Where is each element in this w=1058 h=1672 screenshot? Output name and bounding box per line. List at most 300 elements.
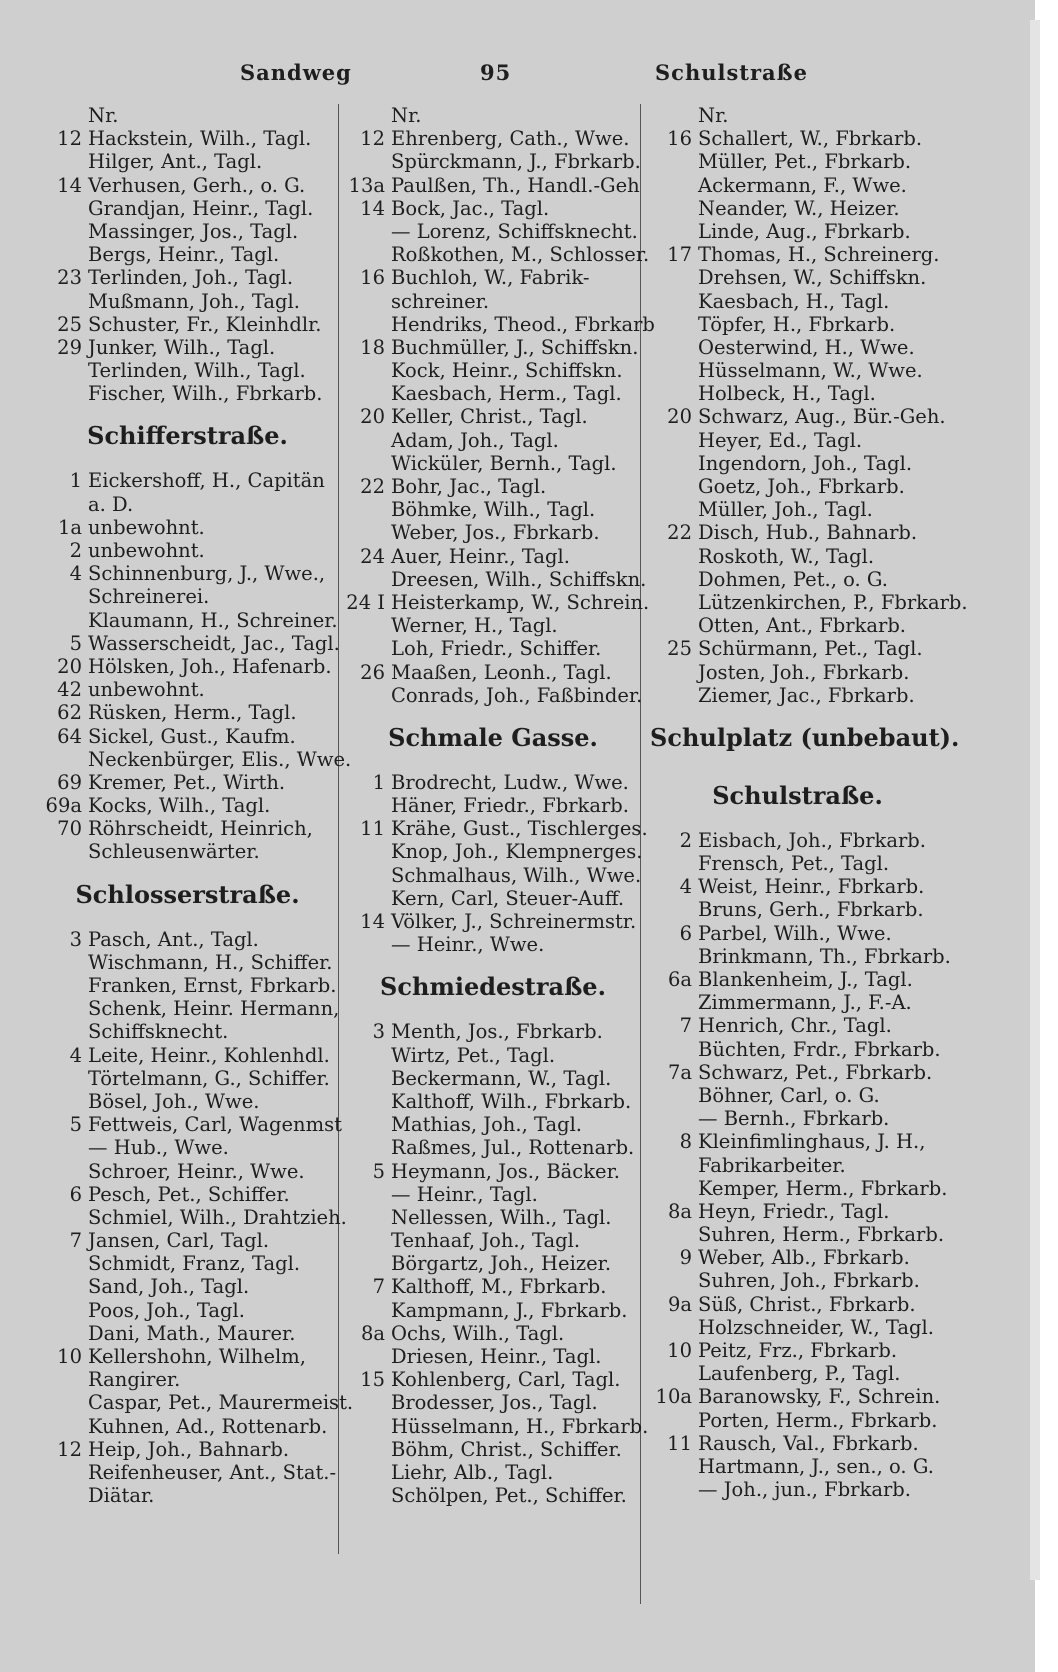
resident-entry: Rausch, Val., Fbrkarb. <box>698 1431 919 1455</box>
resident-entry: Dreesen, Wilh., Schiffskn. <box>391 567 647 591</box>
house-number: 6 <box>679 921 692 945</box>
directory-entry <box>40 1205 347 1229</box>
resident-entry: Leite, Heinr., Kohlenhdl. <box>88 1043 330 1067</box>
directory-entry <box>40 817 335 840</box>
directory-entry <box>650 1455 945 1478</box>
directory-entry <box>650 104 945 127</box>
house-number: 14 <box>360 196 385 220</box>
house-number: 42 <box>57 678 82 702</box>
directory-entry <box>40 1160 335 1183</box>
column-rule <box>338 104 339 1554</box>
house-number: 7 <box>69 1229 82 1253</box>
resident-entry: Spürckmann, J., Fbrkarb. <box>391 150 641 174</box>
resident-entry: Böhm, Christ., Schiffer. <box>391 1437 622 1461</box>
house-number: 25 <box>667 637 692 661</box>
directory-entry <box>343 290 643 313</box>
directory-entry <box>650 1223 945 1246</box>
resident-entry: Zimmermann, J., F.-A. <box>698 991 912 1015</box>
resident-entry: Fettweis, Carl, Wagenmst <box>88 1113 342 1137</box>
resident-entry: Laufenberg, P., Tagl. <box>698 1362 901 1386</box>
resident-entry: Schinnenburg, J., Wwe., <box>88 562 326 586</box>
directory-entry <box>343 1090 643 1113</box>
resident-entry: Menth, Jos., Fbrkarb. <box>391 1020 603 1044</box>
directory-entry <box>650 429 945 452</box>
directory-entry <box>40 1183 335 1206</box>
directory-entry <box>343 545 643 568</box>
resident-entry: Lützenkirchen, P., Fbrkarb. <box>698 590 968 614</box>
directory-entry <box>40 1136 335 1159</box>
resident-entry: Kalthoff, M., Fbrkarb. <box>391 1275 607 1299</box>
resident-entry: Jansen, Carl, Tagl. <box>88 1229 270 1253</box>
directory-entry <box>650 452 945 475</box>
resident-entry: Nr. <box>391 104 422 127</box>
directory-entry <box>40 1020 335 1043</box>
house-number: 14 <box>360 910 385 933</box>
resident-entry: Kellershohn, Wilhelm, <box>88 1345 306 1368</box>
house-number: 26 <box>360 660 385 684</box>
resident-entry: Eickershoff, H., Capitän <box>88 469 325 493</box>
resident-entry: Buchloh, W., Fabrik- <box>391 266 590 290</box>
house-number: 5 <box>69 1113 82 1137</box>
resident-entry: Ochs, Wilh., Tagl. <box>391 1321 565 1345</box>
resident-entry: Hüsselmann, H., Fbrkarb. <box>391 1414 649 1438</box>
resident-entry: Kern, Carl, Steuer-Auff. <box>391 886 625 910</box>
resident-entry: Ackermann, F., Wwe. <box>698 173 907 197</box>
directory-entry <box>40 1299 335 1322</box>
resident-entry: — Lorenz, Schiffsknecht. <box>391 219 638 243</box>
directory-entry <box>650 568 945 591</box>
house-number: 1a <box>57 515 82 539</box>
resident-entry: Loh, Friedr., Schiffer. <box>391 637 602 661</box>
directory-entry <box>343 1252 643 1275</box>
directory-entry <box>650 590 968 614</box>
directory-entry <box>650 1107 945 1130</box>
resident-entry: Törtelmann, G., Schiffer. <box>88 1066 330 1090</box>
directory-entry <box>40 266 335 289</box>
resident-entry: Dohmen, Pet., o. G. <box>698 567 889 591</box>
directory-entry <box>650 1176 948 1200</box>
resident-entry: Bruns, Gerh., Fbrkarb. <box>698 898 924 922</box>
directory-entry <box>343 521 643 544</box>
resident-entry: Töpfer, H., Fbrkarb. <box>698 312 896 336</box>
resident-entry: Wirtz, Pet., Tagl. <box>391 1043 556 1067</box>
resident-entry: Grandjan, Heinr., Tagl. <box>88 196 314 220</box>
resident-entry: Linde, Aug., Fbrkarb. <box>698 219 911 243</box>
directory-entry <box>343 336 643 359</box>
directory-entry <box>650 1478 945 1501</box>
resident-entry: Otten, Ant., Fbrkarb. <box>698 614 907 638</box>
directory-entry <box>650 1084 945 1107</box>
resident-entry: — Hub., Wwe. <box>88 1136 229 1160</box>
directory-entry <box>40 747 352 771</box>
directory-entry <box>40 951 335 974</box>
resident-entry: Wischmann, H., Schiffer. <box>88 950 333 974</box>
directory-entry <box>40 631 340 655</box>
directory-entry <box>343 887 643 910</box>
directory-entry <box>40 493 335 516</box>
resident-entry: Oesterwind, H., Wwe. <box>698 335 915 359</box>
resident-entry: unbewohnt. <box>88 539 205 562</box>
resident-entry: Kalthoff, Wilh., Fbrkarb. <box>391 1089 632 1113</box>
resident-entry: Pesch, Pet., Schiffer. <box>88 1182 290 1206</box>
house-number: 7 <box>372 1275 385 1299</box>
house-number: 12 <box>360 127 385 151</box>
resident-entry: Nr. <box>698 104 729 127</box>
directory-entry <box>650 127 945 150</box>
house-number: 13a <box>348 173 385 197</box>
resident-entry: Roskoth, W., Tagl. <box>698 544 875 568</box>
resident-entry: Heymann, Jos., Bäcker. <box>391 1159 620 1183</box>
resident-entry: Holbeck, H., Tagl. <box>698 382 876 406</box>
resident-entry: Hüsselmann, W., Wwe. <box>698 359 923 383</box>
directory-entry <box>40 1044 335 1067</box>
house-number: 18 <box>360 335 385 359</box>
directory-entry <box>343 1183 643 1206</box>
directory-entry <box>650 197 945 220</box>
resident-entry: — Joh., jun., Fbrkarb. <box>698 1478 911 1502</box>
directory-entry <box>40 725 335 748</box>
directory-entry <box>40 840 335 863</box>
resident-entry: Diätar. <box>88 1484 155 1508</box>
directory-entry <box>40 150 335 173</box>
directory-entry <box>343 174 643 197</box>
house-number: 7a <box>667 1060 692 1084</box>
directory-entry <box>650 875 945 898</box>
directory-entry <box>40 1252 335 1275</box>
resident-entry: Schmalhaus, Wilh., Wwe. <box>391 863 642 887</box>
directory-entry <box>343 1229 643 1252</box>
resident-entry: Thomas, H., Schreinerg. <box>698 243 940 267</box>
directory-entry <box>650 661 945 684</box>
resident-entry: Junker, Wilh., Tagl. <box>88 335 276 359</box>
directory-entry <box>650 405 945 428</box>
resident-entry: Baranowsky, F., Schrein. <box>698 1385 941 1409</box>
directory-entry <box>343 498 643 521</box>
resident-entry: Bergs, Heinr., Tagl. <box>88 243 280 267</box>
directory-entry <box>343 864 643 887</box>
resident-entry: Schwarz, Aug., Bür.-Geh. <box>698 405 946 429</box>
resident-entry: a. D. <box>88 492 134 516</box>
house-number: 20 <box>667 405 692 429</box>
resident-entry: Dani, Math., Maurer. <box>88 1321 296 1345</box>
directory-entry <box>650 545 945 568</box>
resident-entry: Tenhaaf, Joh., Tagl. <box>391 1229 581 1253</box>
resident-entry: Liehr, Alb., Tagl. <box>391 1460 554 1484</box>
resident-entry: Schallert, W., Fbrkarb. <box>698 127 923 151</box>
directory-entry <box>343 614 643 637</box>
resident-entry: Massinger, Jos., Tagl. <box>88 219 299 243</box>
house-number: 62 <box>57 701 82 725</box>
resident-entry: Häner, Friedr., Fbrkarb. <box>391 794 629 818</box>
directory-entry <box>40 174 335 197</box>
house-number: 10 <box>57 1345 82 1368</box>
directory-column-2 <box>343 104 655 1508</box>
directory-entry <box>650 637 945 660</box>
house-number: 1 <box>372 770 385 794</box>
house-number: 11 <box>360 817 385 841</box>
resident-entry: Fabrikarbeiter. <box>698 1153 846 1177</box>
directory-entry <box>40 469 335 492</box>
directory-entry <box>343 684 643 707</box>
resident-entry: Peitz, Frz., Fbrkarb. <box>698 1339 898 1362</box>
house-number: 16 <box>667 127 692 151</box>
house-number: 22 <box>667 521 692 545</box>
directory-entry <box>343 1160 643 1183</box>
directory-entry <box>40 928 335 951</box>
house-number: 12 <box>57 127 82 151</box>
house-number: 5 <box>372 1159 385 1183</box>
directory-entry <box>40 562 335 585</box>
street-heading: Schulplatz (unbebaut). <box>650 722 960 752</box>
resident-entry: Werner, H., Tagl. <box>391 614 558 638</box>
directory-entry <box>650 382 945 405</box>
house-number: 4 <box>69 1043 82 1067</box>
page-edge <box>1030 20 1040 1580</box>
directory-entry <box>343 266 643 289</box>
house-number: 16 <box>360 266 385 290</box>
directory-column-3 <box>650 104 968 1502</box>
resident-entry: Heyn, Friedr., Tagl. <box>698 1199 890 1223</box>
house-number: 3 <box>69 927 82 951</box>
directory-entry <box>650 684 945 707</box>
house-number: 9 <box>679 1246 692 1270</box>
street-heading: Schmale Gasse. <box>388 722 598 752</box>
directory-entry <box>343 661 643 684</box>
resident-entry: Eisbach, Joh., Fbrkarb. <box>698 828 926 852</box>
resident-entry: Heyer, Ed., Tagl. <box>698 428 863 452</box>
resident-entry: Suhren, Joh., Fbrkarb. <box>698 1269 920 1293</box>
resident-entry: Holzschneider, W., Tagl. <box>698 1315 934 1339</box>
directory-entry <box>343 771 643 794</box>
directory-entry <box>40 313 335 336</box>
directory-entry <box>343 1299 643 1322</box>
directory-entry <box>343 243 650 267</box>
resident-entry: Hackstein, Wilh., Tagl. <box>88 127 312 151</box>
directory-entry <box>343 1461 643 1484</box>
directory-entry <box>343 637 643 660</box>
house-number: 7 <box>679 1014 692 1038</box>
directory-entry <box>343 1345 643 1368</box>
resident-entry: Brodrecht, Ludw., Wwe. <box>391 770 629 794</box>
directory-entry <box>650 922 945 945</box>
directory-entry <box>650 829 945 852</box>
directory-entry <box>40 1090 335 1113</box>
running-head-left: Sandweg <box>240 60 352 85</box>
directory-entry <box>650 1432 945 1455</box>
directory-entry <box>343 1275 643 1298</box>
resident-entry: Drehsen, W., Schiffskn. <box>698 266 927 290</box>
directory-entry <box>40 997 340 1021</box>
resident-entry: — Heinr., Wwe. <box>391 933 545 957</box>
resident-entry: Müller, Pet., Fbrkarb. <box>698 150 912 174</box>
directory-entry <box>650 898 945 921</box>
resident-entry: Caspar, Pet., Maurermeist. <box>88 1391 354 1415</box>
house-number: 23 <box>57 266 82 290</box>
resident-entry: Schmidt, Franz, Tagl. <box>88 1252 301 1276</box>
directory-entry <box>650 1038 945 1061</box>
directory-entry <box>343 220 643 243</box>
house-number: 70 <box>57 817 82 841</box>
resident-entry: Weist, Heinr., Fbrkarb. <box>698 875 925 899</box>
house-number: 8a <box>667 1199 692 1223</box>
resident-entry: Bösel, Joh., Wwe. <box>88 1089 260 1113</box>
resident-entry: Brinkmann, Th., Fbrkarb. <box>698 944 951 968</box>
resident-entry: Schenk, Heinr. Hermann, <box>88 997 340 1021</box>
resident-entry: Müller, Joh., Tagl. <box>698 498 873 522</box>
resident-entry: Bohr, Jac., Tagl. <box>391 475 547 498</box>
directory-entry <box>40 1368 335 1391</box>
resident-entry: — Heinr., Tagl. <box>391 1182 538 1206</box>
resident-entry: Klaumann, H., Schreiner. <box>88 608 338 632</box>
resident-entry: Kaesbach, H., Tagl. <box>698 289 890 313</box>
directory-entry <box>343 475 643 498</box>
directory-entry <box>650 1385 945 1408</box>
directory-entry <box>40 539 335 562</box>
resident-entry: Conrads, Joh., Faßbinder. <box>391 683 643 707</box>
directory-entry <box>650 944 951 968</box>
directory-entry <box>650 1154 945 1177</box>
house-number: 1 <box>69 469 82 493</box>
house-number: 6 <box>69 1182 82 1206</box>
resident-entry: Schreinerei. <box>88 585 210 609</box>
directory-entry <box>650 1200 945 1223</box>
resident-entry: Krähe, Gust., Tischlerges. <box>391 817 648 841</box>
directory-entry <box>343 382 643 405</box>
running-head-right: Schulstraße <box>655 60 808 85</box>
directory-entry <box>650 290 945 313</box>
directory-entry <box>343 197 643 220</box>
directory-entry <box>40 1484 335 1507</box>
street-heading: Schlosserstraße. <box>75 879 300 909</box>
resident-entry: Knop, Joh., Klempnerges. <box>391 840 643 864</box>
directory-entry <box>40 1391 354 1415</box>
directory-entry <box>40 678 335 701</box>
resident-entry: Mathias, Joh., Tagl. <box>391 1113 583 1137</box>
directory-entry <box>40 608 338 632</box>
resident-entry: Kaesbach, Herm., Tagl. <box>391 382 622 406</box>
house-number: 64 <box>57 724 82 748</box>
resident-entry: Rangirer. <box>88 1368 181 1392</box>
resident-entry: Terlinden, Joh., Tagl. <box>88 266 294 290</box>
house-number: 8 <box>679 1130 692 1154</box>
resident-entry: Terlinden, Wilh., Tagl. <box>88 359 306 383</box>
resident-entry: Büchten, Frdr., Fbrkarb. <box>698 1037 941 1061</box>
directory-entry <box>40 1461 335 1484</box>
house-number: 4 <box>69 562 82 586</box>
directory-entry <box>343 1044 643 1067</box>
directory-entry <box>650 1246 945 1269</box>
resident-entry: Weber, Alb., Fbrkarb. <box>698 1246 910 1270</box>
resident-entry: Rüsken, Herm., Tagl. <box>88 701 297 725</box>
directory-entry <box>40 655 335 678</box>
resident-entry: Hilger, Ant., Tagl. <box>88 150 263 174</box>
resident-entry: Adam, Joh., Tagl. <box>391 428 559 452</box>
resident-entry: Disch, Hub., Bahnarb. <box>698 521 918 545</box>
directory-entry <box>650 1409 945 1432</box>
directory-entry <box>343 359 643 382</box>
resident-entry: Schroer, Heinr., Wwe. <box>88 1159 305 1183</box>
resident-entry: Völker, J., Schreinermstr. <box>391 910 637 933</box>
house-number: 69a <box>45 794 82 818</box>
directory-entry <box>650 1362 945 1385</box>
resident-entry: Frensch, Pet., Tagl. <box>698 852 890 876</box>
resident-entry: Kremer, Pet., Wirth. <box>88 770 286 794</box>
resident-entry: Schleusenwärter. <box>88 840 260 864</box>
resident-entry: Parbel, Wilh., Wwe. <box>698 921 892 945</box>
directory-entry <box>40 382 335 405</box>
resident-entry: Röhrscheidt, Heinrich, <box>88 817 313 841</box>
house-number: 22 <box>360 475 385 498</box>
resident-entry: — Bernh., Fbrkarb. <box>698 1107 890 1131</box>
directory-entry <box>343 1391 643 1414</box>
resident-entry: Schwarz, Pet., Fbrkarb. <box>698 1060 933 1084</box>
directory-entry <box>650 1014 945 1037</box>
directory-entry <box>40 243 335 266</box>
directory-entry <box>650 313 945 336</box>
directory-entry <box>40 336 335 359</box>
resident-entry: Keller, Christ., Tagl. <box>391 405 588 429</box>
house-number: 2 <box>679 828 692 852</box>
resident-entry: Hölsken, Joh., Hafenarb. <box>88 654 332 678</box>
directory-entry <box>650 174 945 197</box>
resident-entry: Verhusen, Gerh., o. G. <box>88 173 306 197</box>
resident-entry: Sickel, Gust., Kaufm. <box>88 724 296 748</box>
resident-entry: Nellessen, Wilh., Tagl. <box>391 1205 612 1229</box>
house-number: 11 <box>667 1431 692 1455</box>
directory-entry <box>343 312 655 336</box>
resident-entry: Kleinfimlinghaus, J. H., <box>698 1130 926 1154</box>
directory-entry <box>343 429 643 452</box>
resident-entry: Neander, W., Heizer. <box>698 196 900 220</box>
directory-entry <box>40 1345 335 1368</box>
resident-entry: Schuster, Fr., Kleinhdlr. <box>88 312 322 336</box>
directory-entry <box>343 933 643 956</box>
house-number: 20 <box>57 654 82 678</box>
directory-entry <box>343 1067 643 1090</box>
resident-entry: Bock, Jac., Tagl. <box>391 196 550 220</box>
directory-column-1 <box>40 104 354 1508</box>
directory-entry <box>343 150 643 173</box>
house-number: 24 I <box>346 590 385 614</box>
resident-entry: Buchmüller, J., Schiffskn. <box>391 335 639 359</box>
house-number: 5 <box>69 631 82 655</box>
house-number: 69 <box>57 770 82 794</box>
directory-entry <box>650 498 945 521</box>
resident-entry: Kampmann, J., Fbrkarb. <box>391 1298 628 1322</box>
resident-entry: Pasch, Ant., Tagl. <box>88 927 259 951</box>
resident-entry: Kemper, Herm., Fbrkarb. <box>698 1176 948 1200</box>
directory-entry <box>650 243 945 266</box>
house-number: 24 <box>360 544 385 568</box>
resident-entry: Börgartz, Joh., Heizer. <box>391 1252 612 1276</box>
resident-entry: Kock, Heinr., Schiffskn. <box>391 359 623 383</box>
resident-entry: Poos, Joh., Tagl. <box>88 1298 245 1322</box>
resident-entry: Kohlenberg, Carl, Tagl. <box>391 1368 621 1392</box>
house-number: 25 <box>57 312 82 336</box>
resident-entry: Schölpen, Pet., Schiffer. <box>391 1484 627 1508</box>
resident-entry: Kocks, Wilh., Tagl. <box>88 794 271 818</box>
resident-entry: Kuhnen, Ad., Rottenarb. <box>88 1414 328 1438</box>
directory-entry <box>40 1067 335 1090</box>
resident-entry: Schiffsknecht. <box>88 1020 229 1044</box>
directory-entry <box>650 852 945 875</box>
directory-entry <box>343 1414 649 1438</box>
directory-entry <box>40 516 335 539</box>
directory-entry <box>343 794 643 817</box>
directory-entry <box>40 1415 335 1438</box>
directory-entry <box>343 567 647 591</box>
resident-entry: Beckermann, W., Tagl. <box>391 1066 612 1090</box>
